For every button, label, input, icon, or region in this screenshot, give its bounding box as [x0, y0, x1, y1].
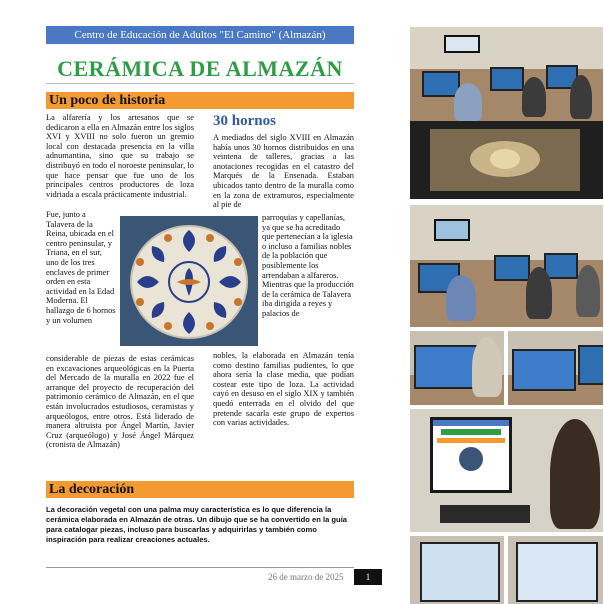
decoracion-text: La decoración vegetal con una palma muy característica es lo que diferencia la cerámica elaborada en Almazán de otras. Un dibujo que se ha convertido en la guía para catalogar piezas, incluso para buscarlas y adquirirlas y también como inspiración para realizar creaciones actuales. — [46, 505, 348, 544]
title-divider — [46, 83, 354, 84]
col2-intro: A mediados del siglo XVIII en Almazán había unos 30 hornos distribuidos en una veintena de talleres, gracias a las anotaciones recogidas en el catastro del Marqués de la Ensenada. Estaban ubicados tanto dentro de la muralla como en la zona de extramuros, especialmente al pie de — [213, 133, 354, 210]
col1-intro: La alfarería y los artesanos que se dedicaron a ella en Almazán entre los siglos XVI y XVIII no solo fueron un gremio local con destacada presencia en la villa adnumantina, sino que su trabajo se distribuyó en todo el noroeste peninsular, lo que hace pensar que fue uno de los principales centros productores de loza vidriada a escala prácticamente industrial. — [46, 113, 194, 199]
cooking-video-photo — [410, 121, 603, 199]
subhead-30-hornos: 30 hornos — [213, 113, 276, 129]
monitor-newsletter-photo — [410, 409, 603, 532]
screen-photo-left — [410, 536, 504, 604]
header-bar: Centro de Educación de Adultos "El Camino" (Almazán) — [46, 26, 354, 44]
page-number: 1 — [354, 569, 382, 585]
classroom-photo-2 — [410, 205, 603, 327]
footer-divider — [46, 567, 354, 568]
col2-side: parroquias y capellanías, ya que se ha acreditado que pertenecían a la iglesia o incluso a familias nobles de la población que posiblemente los arrendaban a alfareros. Mientras que la producción de la cerámica de Talavera iba dirigida a reyes y palacios de — [262, 213, 354, 318]
page-title: CERÁMICA DE ALMAZÁN — [57, 56, 343, 81]
footer-date: 26 de marzo de 2025 — [268, 572, 344, 582]
section-heading-decoracion: La decoración — [46, 481, 354, 498]
col1-side: Fue, junto a Talavera de la Reina, ubicada en el centro peninsular, y Triana, en el sur, uno de los tres enclaves de primer orden en esta actividad en la Edad Moderna. El hallazgo de 6 hornos y un volumen — [46, 210, 116, 325]
laptop-photo-left — [410, 331, 504, 405]
col2-bottom: nobles, la elaborada en Almazán tenía como destino familias pudientes, lo que ahora sería la clase media, que podían costear este tipo de loza. La actividad cayó en desuso en el siglo XIX y también quedó enterrada en el olvido del que pretende sacarla este grupo de expertos con varias actividades. — [213, 351, 354, 428]
section-heading-historia: Un poco de historia — [46, 92, 354, 109]
classroom-photo-1 — [410, 27, 603, 121]
ceramic-plate-image — [120, 216, 258, 346]
laptop-photo-right — [508, 331, 603, 405]
screen-photo-right — [508, 536, 603, 604]
col1-bottom: considerable de piezas de estas cerámicas en excavaciones arqueológicas en la Puerta del Mercado de la muralla en 2022 fue el arranque del proyecto de recuperación del patrimonio cerámico de Almazán, en el que están involucrados estudiosos, ceramistas y arqueólogos, entre otros. Está liderado de manera altruista por Ángel Martín, Javier Cruz (arqueólogo) y José Ángel Márquez (cronista de Almazán) — [46, 354, 194, 450]
